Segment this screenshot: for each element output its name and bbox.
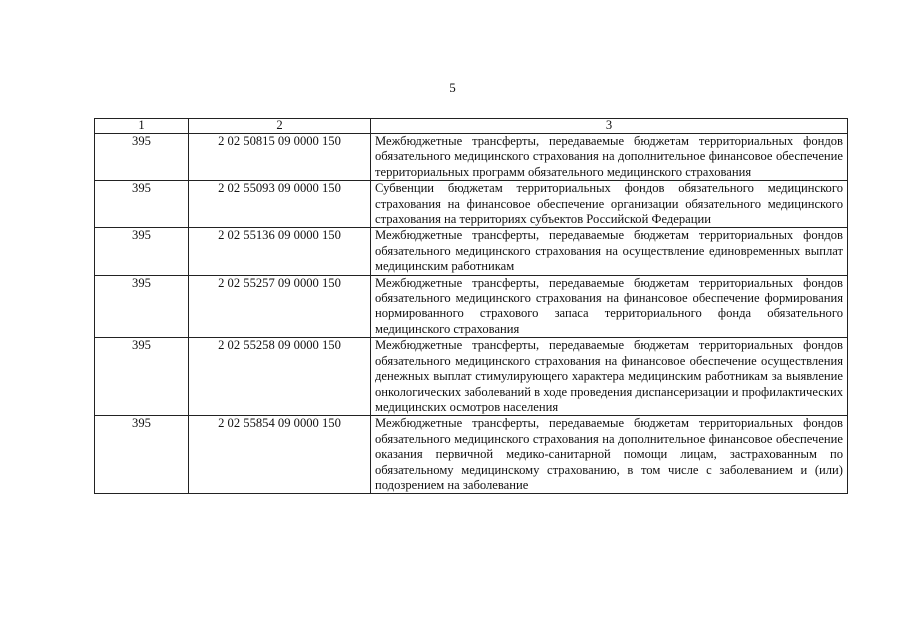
description-cell: Субвенции бюджетам территориальных фондов обязательного медицинского страхования на финансовое обеспечение организации обязательного медицинского страхования на территориях субъектов Российской Федерации [371,181,848,228]
description-cell: Межбюджетные трансферты, передаваемые бюджетам территориальных фондов обязательного медицинского страхования на дополнительное финансовое обеспечение оказания первичной медико-санитарной помощи лицам, застрахованным по обязательному медицинскому страхованию, в том числе с заболеванием и (или) подозрением на заболевание [371,416,848,494]
column-header-3: 3 [371,119,848,134]
table-row [95,181,848,228]
table-row [95,275,848,338]
table-row [95,228,848,275]
admin-code-cell: 395 [95,416,189,494]
budget-classification-table [94,118,848,494]
page-number: 5 [449,80,456,95]
admin-code-cell: 395 [95,181,189,228]
kbk-code-cell: 2 02 55136 09 0000 150 [189,228,371,275]
kbk-code-cell: 2 02 55093 09 0000 150 [189,181,371,228]
description-cell: Межбюджетные трансферты, передаваемые бюджетам территориальных фондов обязательного медицинского страхования на финансовое обеспечение формирования нормированного страхового запаса территориального фонда обязательного медицинского страхования [371,275,848,338]
description-cell: Межбюджетные трансферты, передаваемые бюджетам территориальных фондов обязательного медицинского страхования на дополнительное финансовое обеспечение территориальных программ обязательного медицинского страхования [371,134,848,181]
kbk-code-cell: 2 02 55854 09 0000 150 [189,416,371,494]
kbk-code-cell: 2 02 55257 09 0000 150 [189,275,371,338]
table-row [95,338,848,416]
table-header-row [95,119,848,134]
description-cell: Межбюджетные трансферты, передаваемые бюджетам территориальных фондов обязательного медицинского страхования на осуществление единовременных выплат медицинским работникам [371,228,848,275]
kbk-code-cell: 2 02 50815 09 0000 150 [189,134,371,181]
admin-code-cell: 395 [95,134,189,181]
admin-code-cell: 395 [95,228,189,275]
table-row [95,134,848,181]
admin-code-cell: 395 [95,275,189,338]
description-cell: Межбюджетные трансферты, передаваемые бюджетам территориальных фондов обязательного медицинского страхования на финансовое обеспечение осуществления денежных выплат стимулирующего характера медицинским работникам за выявление онкологических заболеваний в ходе проведения диспансеризации и профилактических медицинских осмотров населения [371,338,848,416]
table-row [95,416,848,494]
kbk-code-cell: 2 02 55258 09 0000 150 [189,338,371,416]
column-header-2: 2 [189,119,371,134]
admin-code-cell: 395 [95,338,189,416]
column-header-1: 1 [95,119,189,134]
